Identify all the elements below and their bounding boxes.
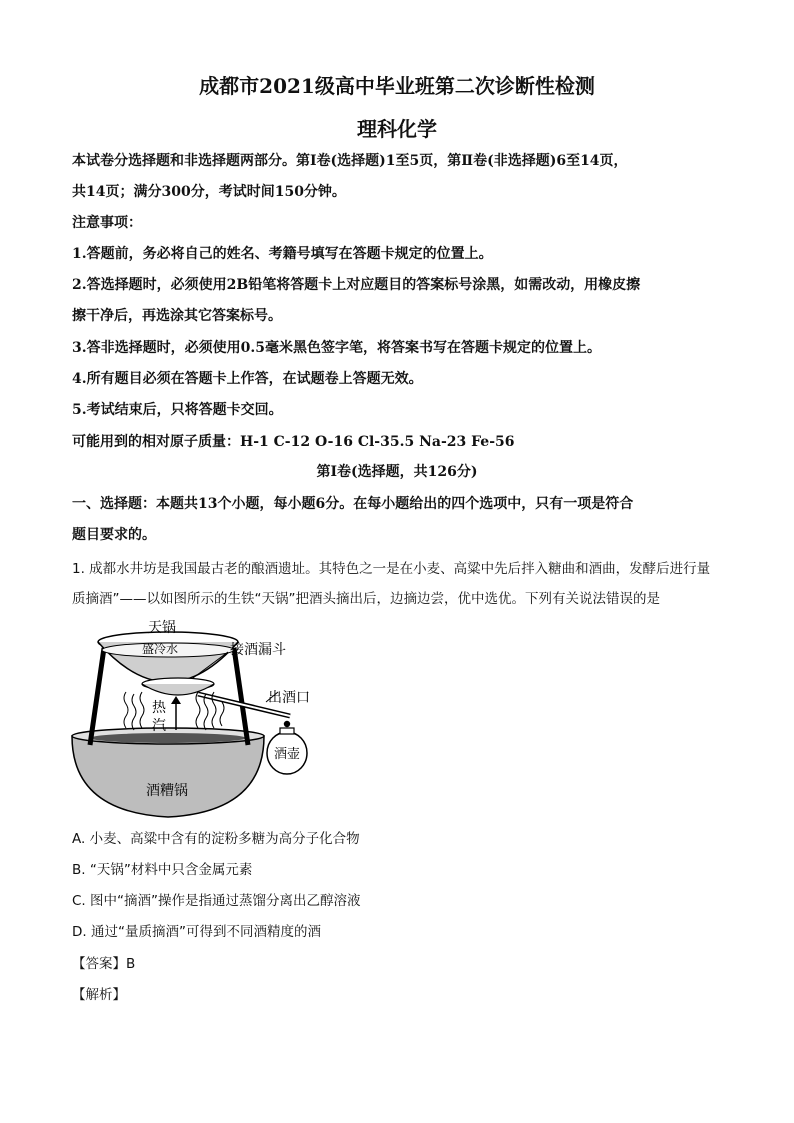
notice-item: 2.答选择题时，必须使用2B铅笔将答题卡上对应题目的答案标号涂黑，如需改动，用橡皮擦 xyxy=(72,277,641,293)
label-chujiu: 出酒口 xyxy=(268,690,310,706)
steam-arrow-head xyxy=(171,696,181,704)
question-stem-2: 质摘酒”——以如图所示的生铁“天锅”把酒头摘出后，边摘边尝，优中选优。下列有关说法错误的是 xyxy=(72,591,660,607)
question-stem-1: 1. 成都水井坊是我国最古老的酿酒遗址。其特色之一是在小麦、高粱中先后拌入糖曲和酒曲，发酵后进行量 xyxy=(72,561,711,577)
label-shengleng: 盛冷水 xyxy=(142,642,179,656)
exam-subject: 理科化学 xyxy=(357,117,437,141)
notice-item: 5.考试结束后，只将答题卡交回。 xyxy=(72,402,283,418)
label-jiejiu: 接酒漏斗 xyxy=(230,642,286,658)
intro-line-2: 共14页；满分300分，考试时间150分钟。 xyxy=(72,184,346,200)
label-jiuhu: 酒壶 xyxy=(274,747,301,762)
jiuhu-neck xyxy=(280,728,294,734)
label-re: 热 xyxy=(152,700,166,716)
section-heading: 第Ⅰ卷(选择题，共126分) xyxy=(316,464,478,480)
jiuzao-pot-body xyxy=(72,736,264,817)
option-a: A. 小麦、高粱中含有的淀粉多糖为高分子化合物 xyxy=(72,831,360,847)
option-d: D. 通过“量质摘酒”可得到不同酒精度的酒 xyxy=(72,924,321,940)
atomic-masses: 可能用到的相对原子质量：H-1 C-12 O-16 Cl-35.5 Na-23 Fe-56 xyxy=(72,434,515,450)
option-c: C. 图中“摘酒”操作是指通过蒸馏分离出乙醇溶液 xyxy=(72,893,361,909)
section-instruction-1: 一、选择题：本题共13个小题，每小题6分。在每小题给出的四个选项中，只有一项是符合 xyxy=(72,496,634,512)
answer: 【答案】B xyxy=(72,956,136,972)
analysis-heading: 【解析】 xyxy=(72,987,126,1003)
drop xyxy=(284,721,290,727)
label-jiuzao: 酒糟锅 xyxy=(146,783,188,799)
notice-item: 3.答非选择题时，必须使用0.5毫米黑色签字笔，将答案书写在答题卡规定的位置上。 xyxy=(72,340,601,356)
notice-item: 1.答题前，务必将自己的姓名、考籍号填写在答题卡规定的位置上。 xyxy=(72,246,493,262)
label-qi: 汽 xyxy=(152,718,166,734)
distillation-figure xyxy=(68,612,368,820)
notice-item: 4.所有题目必须在答题卡上作答，在试题卷上答题无效。 xyxy=(72,371,423,387)
intro-line-1: 本试卷分选择题和非选择题两部分。第Ⅰ卷(选择题)1至5页，第Ⅱ卷(非选择题)6至14页， xyxy=(72,153,628,169)
label-tianguo: 天锅 xyxy=(148,620,176,636)
option-b: B. “天锅”材料中只含金属元素 xyxy=(72,862,253,878)
exam-title: 成都市2021级高中毕业班第二次诊断性检测 xyxy=(199,74,595,98)
notice-item: 擦干净后，再选涂其它答案标号。 xyxy=(72,308,282,324)
notice-heading: 注意事项： xyxy=(72,215,142,231)
section-instruction-2: 题目要求的。 xyxy=(72,527,156,543)
jiuzao-pot-content xyxy=(90,733,246,743)
